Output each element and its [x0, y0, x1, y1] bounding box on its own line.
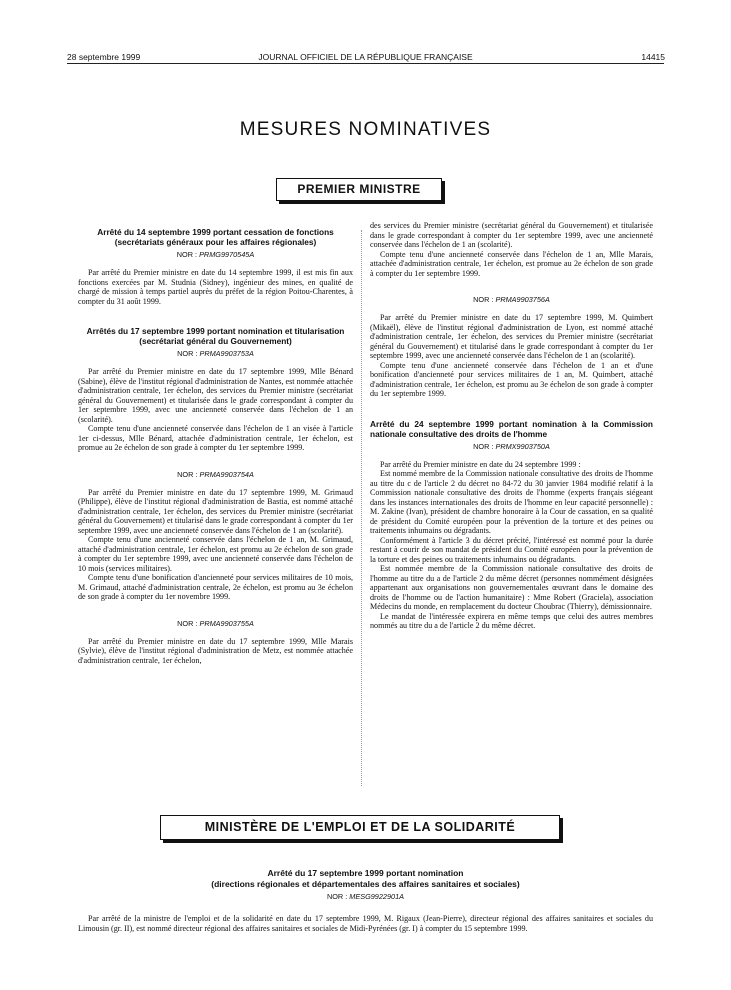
nor-label: NOR : — [326, 892, 348, 901]
section-quimbert — [370, 295, 653, 399]
page-title: MESURES NOMINATIVES — [239, 119, 492, 140]
nor-label: NOR : — [473, 295, 494, 304]
nor-code: PRMA9903754A — [199, 469, 254, 479]
header-rule — [67, 63, 664, 64]
paragraph: des services du Premier ministre (secrétariat général du Gouvernement) et titularisée dans le grade correspondant à compter du 1er septembre 1999, avec une ancienneté conservée dans l'échelon de 1 an (scolarité). — [370, 221, 653, 249]
nor-code: PRMA9903753A — [199, 349, 254, 358]
section-title: Arrêté du 14 septembre 1999 portant cessation de fonctions (secrétariats généraux pour les affaires régionales) — [97, 227, 334, 247]
paragraph: Est nommé membre de la Commission nationale consultative des droits de l'homme au titre du c de l'article 2 du décret no 84-72 du 30 janvier 1984 modifié relatif à la Commission nationale consultative des droits de l'homme (experts français siégeant dans les instances internationales des droits de l'homme en leur capacité personnelle) : M. Zakine (Ivan), président de chambre honoraire à la Cour de cassation, en sa qualité de président du Comité européen pour la prévention de la torture et des peines ou traitements inhumains ou dégradants. — [370, 469, 653, 535]
paragraph: Est nommée membre de la Commission nationale consultative des droits de l'homme au titre du a de l'article 2 du même décret (personnes nommément désignées appartenant aux organisations non gouvernementales œuvrant dans le domaine des droits de l'homme ou de l'action humanitaire) : Mme Robert (Graciela), association Médecins du monde, en remplacement du docteur Choubrac (Thierry), démissionnaire. — [370, 564, 653, 611]
nor-label: NOR : — [177, 469, 198, 479]
paragraph: Par arrêté du Premier ministre en date du 24 septembre 1999 : — [380, 459, 581, 469]
paragraph: Par arrêté du Premier ministre en date du 17 septembre 1999, M. Grimaud (Philippe), élève de l'institut régional d'administration de Bastia, est nommé attaché d'administration centrale, 1er échelon, des services du Premier ministre (secrétariat général du Gouvernement) et titularisé dans le grade correspondant à compter du 1er septembre 1999, avec une ancienneté conservée dans l'échelon de 1 an (scolarité). — [78, 487, 353, 535]
section-title-line1: Arrêté du 17 septembre 1999 portant nomination — [267, 868, 464, 878]
nor-label: NOR : — [473, 441, 494, 451]
header-date: 28 septembre 1999 — [67, 52, 141, 62]
header-journal-title: JOURNAL OFFICIEL DE LA RÉPUBLIQUE FRANÇAISE — [258, 52, 473, 62]
nor-line — [370, 442, 653, 451]
nor-line — [370, 295, 653, 304]
section-cncdh — [370, 419, 653, 631]
column-divider — [361, 230, 362, 786]
right-column — [370, 221, 653, 631]
nor-code: PRMA9903755A — [199, 618, 254, 628]
paragraph: Compte tenu d'une ancienneté conservée dans l'échelon de 1 an, Mlle Marais, attachée d'administration centrale, 1er échelon, est promue au 2e échelon de son grade à compter du 1er septembre 1999. — [370, 249, 653, 278]
nor-label: NOR : — [177, 618, 198, 628]
paragraph: Compte tenu d'une bonification d'ancienneté pour services militaires de 10 mois, M. Grimaud, attaché d'administration centrale, 2e échelon, est promu au 3e échelon de son grade à compter du 1er novembre 1999. — [78, 573, 353, 601]
section-rigaux — [78, 868, 653, 934]
paragraph: Par arrêté du Premier ministre en date du 14 septembre 1999, il est mis fin aux fonctions exercées par M. Studnia (Sidney), ingénieur des mines, en qualité de chargé de mission à temps partiel auprès du préfet de la région Poitou-Charentes, à compter du 31 août 1999. — [78, 268, 353, 306]
header-page-number: 14415 — [641, 52, 665, 62]
nor-line — [78, 619, 353, 628]
paragraph: Compte tenu d'une ancienneté conservée dans l'échelon de 1 an visée à l'article 1er ci-dessus, Mlle Bénard, attachée d'administration centrale, 1er échelon, est promue au 2e échelon de son grade à compter du 1er septembre 1999. — [78, 424, 353, 452]
section-cessation — [78, 227, 353, 306]
paragraph: Compte tenu d'une ancienneté conservée dans l'échelon de 1 an, M. Grimaud, attaché d'administration centrale, 1er échelon, est promu au 2e échelon de son grade à compter du 1er septembre 1999, avec une ancienneté conservée dans l'échelon de 10 mois (services militaires). — [78, 535, 353, 573]
paragraph: Par arrêté du Premier ministre en date du 17 septembre 1999, M. Quimbert (Mikaël), élève de l'institut régional d'administration de Lyon, est nommé attaché d'administration centrale, 1er échelon, des services du Premier ministre (secrétariat général du Gouvernement) et titularisé dans le grade correspondant à compter du 1er septembre 1999, avec une ancienneté conservée dans l'échelon de 1 an (scolarité). — [370, 313, 653, 360]
nor-code: PRMX9903750A — [495, 441, 550, 451]
paragraph: Par arrêté du Premier ministre en date du 17 septembre 1999, Mlle Bénard (Sabine), élève de l'institut régional d'administration de Nantes, est nommée attachée d'administration centrale, 1er échelon, des services du Premier ministre (secrétariat général du Gouvernement) et titularisée dans le grade correspondant à compter du 1er septembre 1999, avec une ancienneté conservée dans l'échelon de 1 an (scolarité). — [78, 367, 353, 424]
section-nomination-titularisation — [78, 326, 353, 453]
section-title: Arrêté du 24 septembre 1999 portant nomination à la Commission nationale consultative des droits de l'homme — [370, 418, 653, 439]
nor-label: NOR : — [177, 349, 198, 358]
nor-line — [78, 892, 653, 901]
nor-line — [78, 470, 353, 479]
ministere-emploi-box: MINISTÈRE DE L'EMPLOI ET DE LA SOLIDARITÉ — [160, 815, 560, 840]
premier-ministre-box: PREMIER MINISTRE — [276, 178, 442, 201]
section-title: Arrêtés du 17 septembre 1999 portant nomination et titularisation (secrétariat général du Gouvernement) — [86, 326, 345, 346]
section-marais-continued — [370, 221, 653, 278]
paragraph: Par arrêté de la ministre de l'emploi et de la solidarité en date du 17 septembre 1999, M. Rigaux (Jean-Pierre), directeur régional des affaires sanitaires et sociales du Limousin (gr. II), est nommé directeur régional des affaires sanitaires et sociales de Midi-Pyrénées (gr. I) à compter du 15 septembre 1999. — [78, 914, 653, 933]
paragraph: Compte tenu d'une ancienneté conservée dans l'échelon de 1 an et d'une bonification d'ancienneté pour services militaires de 1 an, M. Quimbert, attaché d'administration centrale, 1er échelon, est promu au 3e échelon de son grade à compter du 1er septembre 1999. — [370, 360, 653, 398]
section-grimaud — [78, 470, 353, 602]
nor-line — [78, 250, 353, 259]
paragraph: Par arrêté du Premier ministre en date du 17 septembre 1999, Mlle Marais (Sylvie), élève de l'institut régional d'administration de Metz, est nommée attachée d'administration centrale, 1er échelon, — [78, 636, 353, 665]
nor-code: PRMA9903756A — [495, 295, 550, 304]
nor-label: NOR : — [176, 250, 198, 259]
nor-code: MESG9922901A — [349, 892, 405, 901]
section-title-line2: (directions régionales et départementales des affaires sanitaires et sociales) — [211, 878, 520, 889]
paragraph: Le mandat de l'intéressée expirera en même temps que celui des autres membres nommés au titre du a de l'article 2 du même décret. — [370, 611, 653, 630]
left-column — [78, 227, 353, 665]
paragraph: Conformément à l'article 3 du décret précité, l'intéressé est nommé pour la durée restant à courir de son mandat de président du Comité européen pour la prévention de la torture et des peines ou traitements inhumains ou dégradants. — [370, 535, 653, 564]
section-marais — [78, 619, 353, 666]
nor-code: PRMG9970545A — [199, 250, 255, 259]
nor-line — [78, 349, 353, 358]
